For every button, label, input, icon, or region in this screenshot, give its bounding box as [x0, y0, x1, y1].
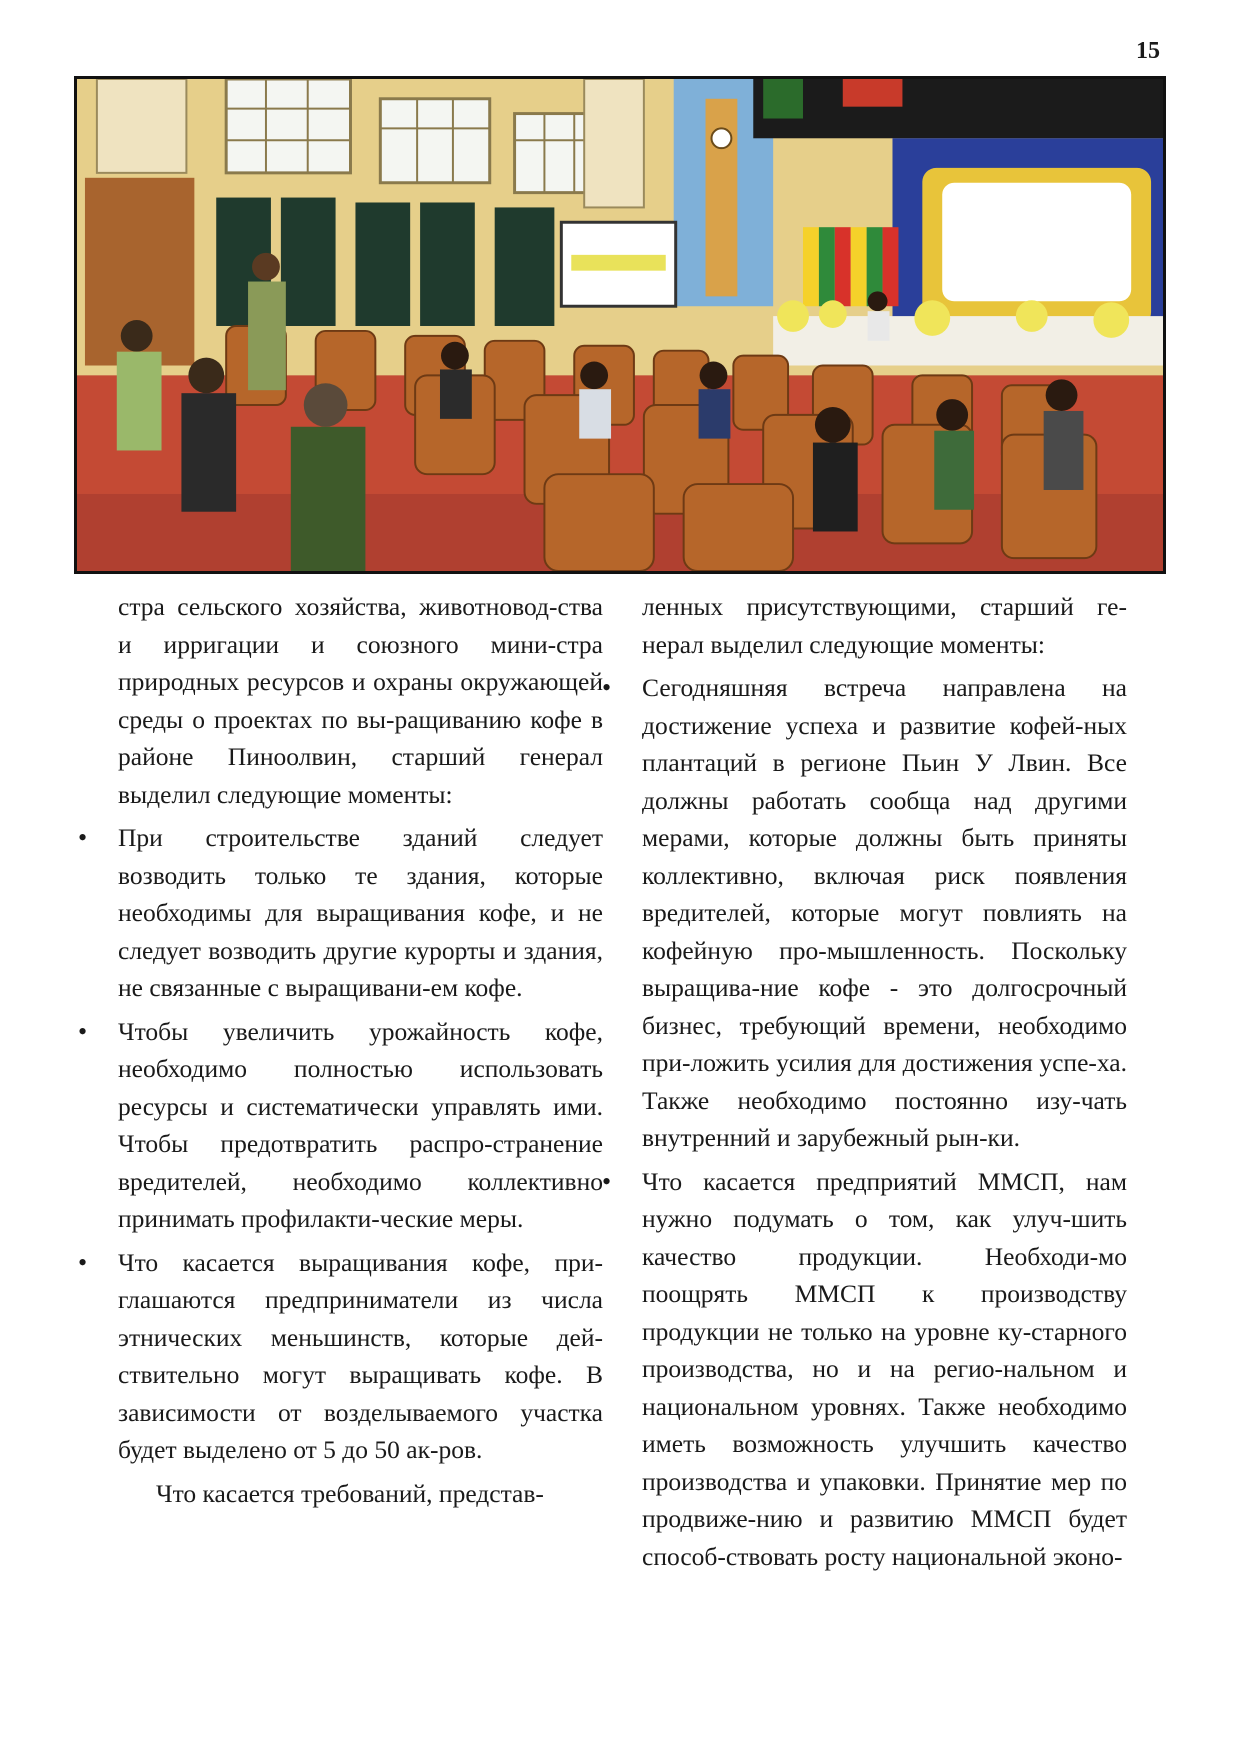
list-item: • Что касается предприятий ММСП, нам нужно подумать о том, как улуч-шить качество продукции. Необходи-мо поощрять ММСП к производству продукции не только на уровне ку-старного производства, но и на регио-нальном и национальном уровнях. Также необходимо иметь возможность улучшить качество производства и упаковки. Принятие мер по продвиже-нию и развитию ММСП будет способ-ствовать росту национальной эконо- — [642, 1163, 1127, 1576]
list-item: • При строительстве зданий следует возводить только те здания, которые необходимы для выращивания кофе, и не следует возводить другие курорты и здания, не связанные с выращивани-ем кофе. — [118, 819, 603, 1007]
left-column — [118, 588, 603, 1512]
page-number: 15 — [1136, 38, 1160, 64]
photo-curtain — [753, 79, 1163, 138]
photo-lattice-right — [584, 79, 644, 207]
left-outro-paragraph: Что касается требований, представ- — [156, 1478, 544, 1508]
list-item: • Что касается выращивания кофе, при-глашаются предприниматели из числа этнических меньшинств, которые дей-ствительно могут выращивать кофе. В зависимости от возделываемого участка будет выделено от 5 до 50 ак-ров. — [118, 1244, 603, 1469]
right-intro-paragraph: ленных присутствующими, старший ге-нерал выделил следующие моменты: — [642, 592, 1127, 659]
list-item: • Чтобы увеличить урожайность кофе, необходимо полностью использовать ресурсы и систематически управлять ими. Чтобы предотвратить распро-странение вредителей, необходимо коллективно принимать профилакти-ческие меры. — [118, 1013, 603, 1238]
photo-lattice-left — [97, 79, 187, 173]
right-column — [642, 588, 1127, 1575]
left-intro-paragraph: стра сельского хозяйства, животновод-ства и ирригации и союзного мини-стра природных ресурсов и охраны окружающей среды о проектах по вы-ращиванию кофе в районе Пиноолвин, старший генерал выделил следующие моменты: — [118, 592, 603, 809]
right-bullet-list — [642, 669, 1127, 1575]
meeting-photo-illustration — [77, 79, 1163, 571]
left-bullet-list — [118, 819, 603, 1469]
list-item: • Сегодняшняя встреча направлена на достижение успеха и развитие кофей-ных плантаций в регионе Пьин У Лвин. Все должны работать сообща над другими мерами, которые должны быть приняты коллективно, включая риск появления вредителей, которые могут повлиять на кофейную про-мышленность. Поскольку выращива-ние кофе - это долгосрочный бизнес, требующий времени, необходимо при-ложить усилия для достижения успе-ха. Также необходимо постоянно изу-чать внутренний и зарубежный рын-ки. — [642, 669, 1127, 1157]
meeting-photo — [74, 76, 1166, 574]
